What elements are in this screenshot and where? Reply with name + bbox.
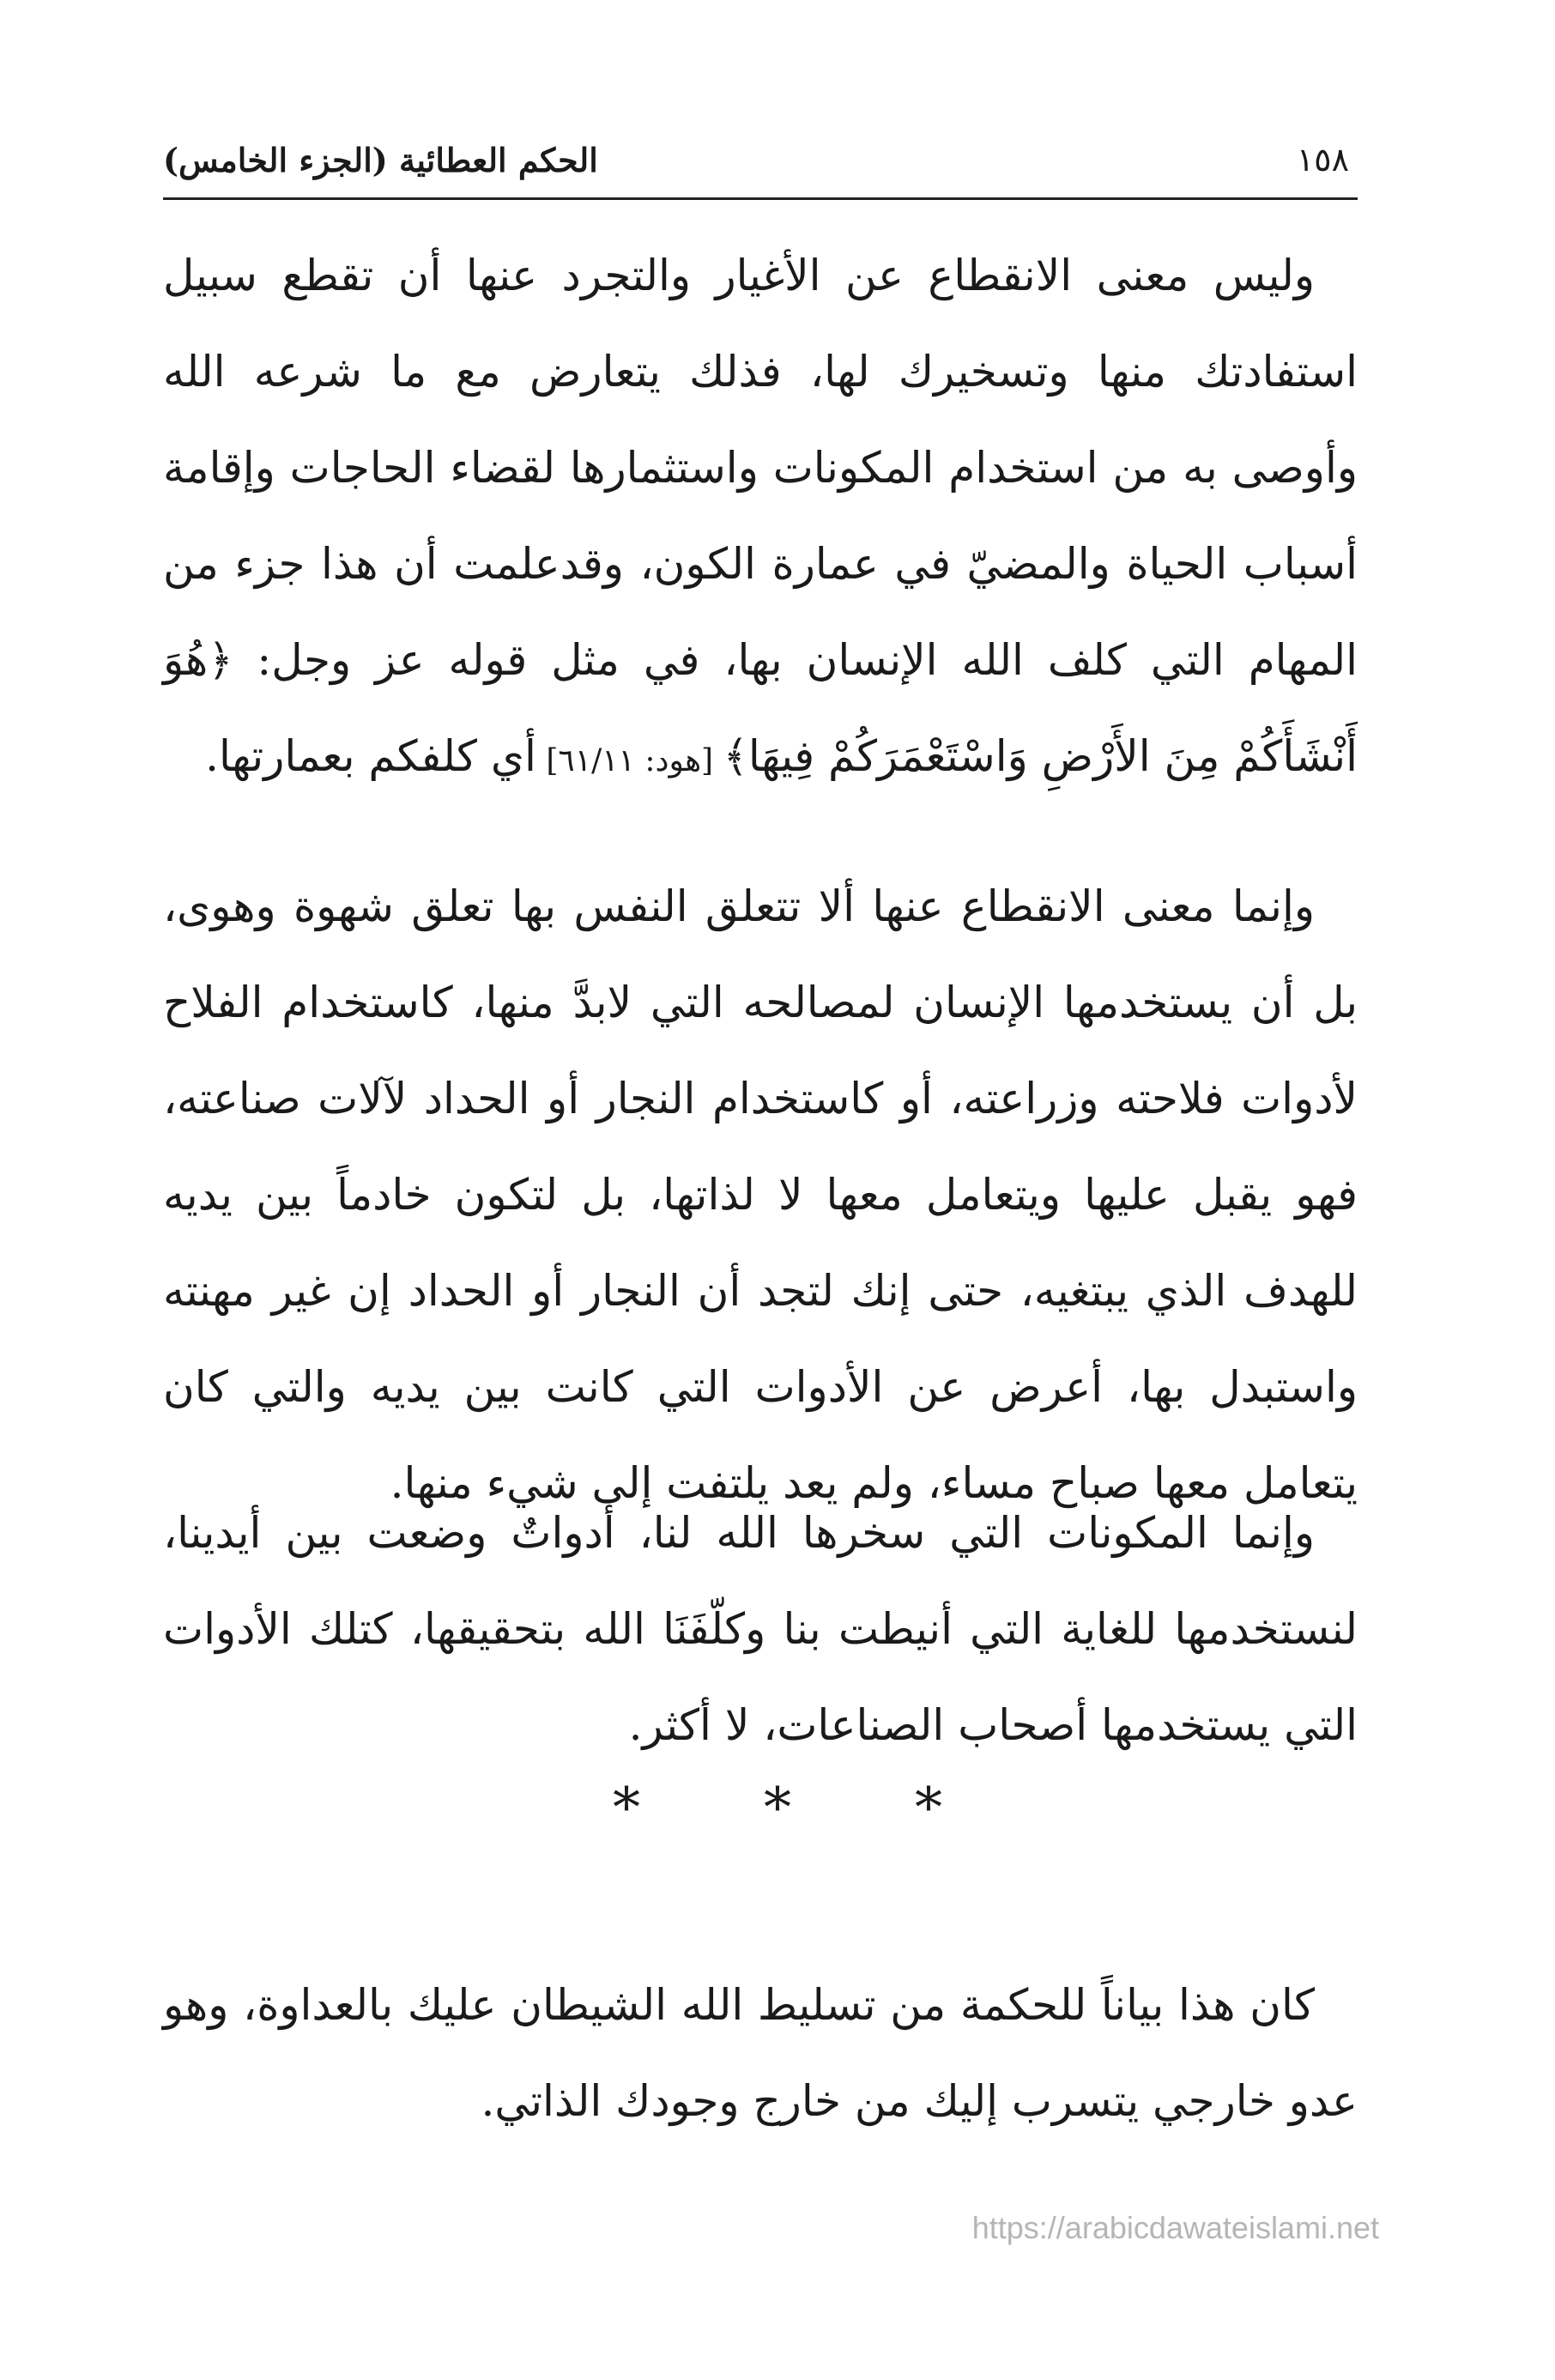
paragraph-3 xyxy=(163,1485,1358,1773)
quran-verse: ﴿هُوَ أَنْشَأَكُمْ مِنَ الأَرْضِ وَاسْتَعْمَرَكُمْ فِيهَا﴾ xyxy=(163,635,1358,781)
running-header xyxy=(163,129,1358,200)
page-number: ١٥٨ xyxy=(1296,141,1349,179)
paragraph-2-text: وإنما معنى الانقطاع عنها ألا تتعلق النفس بها تعلق شهوة وهوى، بل أن يستخدمها الإنسان لمصالحه التي لابدَّ منها، كاستخدام الفلاح لأدوات فلاحته وزراعته، أو كاستخدام النجار أو الحداد لآلات صناعته، فهو يقبل عليها ويتعامل معها لا لذاتها، بل لتكون خادماً بين يديه للهدف الذي يبتغيه، حتى إنك لتجد أن النجار أو الحداد إن غير مهنته واستبدل بها، أعرض عن الأدوات التي كانت بين يديه والتي كان يتعامل معها صباح مساء، ولم يعد يلتفت إلى شيء منها. xyxy=(163,881,1358,1508)
separator-asterisk: * xyxy=(915,1777,942,1840)
separator-asterisk: * xyxy=(764,1777,791,1840)
separator-asterisk: * xyxy=(613,1777,640,1840)
paragraph-1 xyxy=(163,227,1358,809)
paragraph-4 xyxy=(163,1957,1358,2149)
paragraph-1-tail: أي كلفكم بعمارتها. xyxy=(205,731,536,781)
verse-reference: [هود: ٦١/١١] xyxy=(535,743,723,778)
paragraph-1-text: وليس معنى الانقطاع عن الأغيار والتجرد عنها أن تقطع سبيل استفادتك منها وتسخيرك لها، فذلك يتعارض مع ما شرعه الله وأوصى به من استخدام المكونات واستثمارها لقضاء الحاجات وإقامة أسباب الحياة والمضيّ في عمارة الكون، وقدعلمت أن هذا جزء من المهام التي كلف الله الإنسان بها، في مثل قوله عز وجل: xyxy=(163,251,1358,685)
paragraph-3-text: وإنما المكونات التي سخرها الله لنا، أدواتٌ وضعت بين أيدينا، لنستخدمها للغاية التي أنيطت بنا وكلّفَنَا الله بتحقيقها، كتلك الأدوات التي يستخدمها أصحاب الصناعات، لا أكثر. xyxy=(163,1508,1358,1750)
watermark-url: https://arabicdawateislami.net xyxy=(971,2210,1379,2245)
section-separator xyxy=(0,1777,1555,1840)
paragraph-2 xyxy=(163,858,1358,1531)
book-title: الحكم العطائية (الجزء الخامس) xyxy=(163,141,598,179)
paragraph-4-text: كان هذا بياناً للحكمة من تسليط الله الشيطان عليك بالعداوة، وهو عدو خارجي يتسرب إليك من خارج وجودك الذاتي. xyxy=(163,1980,1358,2126)
